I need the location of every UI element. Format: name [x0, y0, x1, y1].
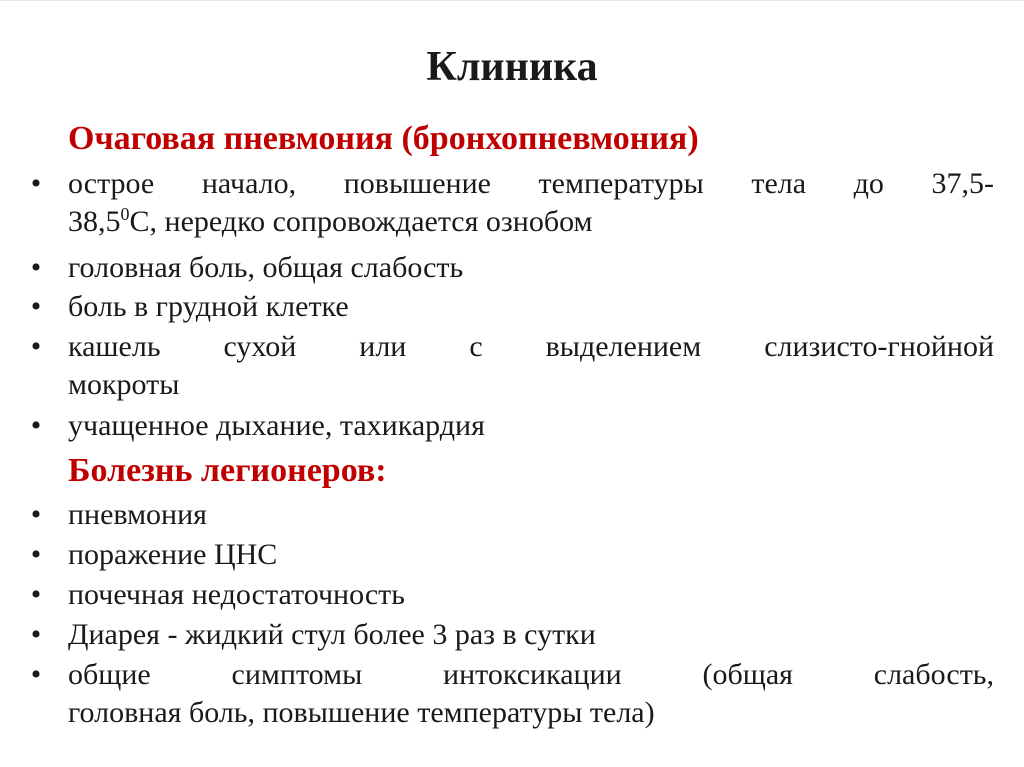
list-item	[30, 536, 994, 574]
list-item	[30, 407, 994, 445]
bullet-icon: •	[30, 330, 42, 363]
list-item-text: кашель сухой или с выделением слизисто-гнойной	[68, 330, 994, 363]
list-item-text: поражение ЦНС	[68, 538, 278, 571]
list-item-text-rest: С, нередко сопровождается ознобом	[129, 205, 593, 238]
bullet-icon: •	[30, 167, 42, 200]
list-item	[30, 165, 994, 241]
list-item	[30, 576, 994, 614]
temperature-value: 38,5	[68, 205, 121, 238]
list-item	[30, 288, 994, 326]
slide-title: Клиника	[426, 44, 598, 90]
bullet-icon: •	[30, 618, 42, 651]
bullet-icon: •	[30, 498, 42, 531]
list-item-text: Диарея - жидкий стул более 3 раз в сутки	[68, 618, 596, 651]
list-item	[30, 328, 994, 404]
list-item-text: общие симптомы интоксикации (общая слабость,	[68, 658, 994, 691]
degree-superscript: 0	[120, 204, 130, 224]
list-item	[30, 616, 994, 654]
list-item	[30, 249, 994, 287]
list-item-text: почечная недостаточность	[68, 578, 405, 611]
section-heading-legionnaires-disease: Болезнь легионеров:	[68, 452, 387, 489]
list-item-text: учащенное дыхание, тахикардия	[68, 409, 485, 442]
bullet-icon: •	[30, 251, 42, 284]
bullet-icon: •	[30, 290, 42, 323]
section-heading-focal-pneumonia: Очаговая пневмония (бронхопневмония)	[68, 120, 699, 157]
list-item-text: головная боль, общая слабость	[68, 251, 464, 284]
bullet-icon: •	[30, 578, 42, 611]
list-item	[30, 656, 994, 732]
list-item-text: острое начало, повышение температуры тела до 37,5-	[68, 167, 994, 200]
list-item-text-continuation	[68, 203, 994, 241]
list-item-text-continuation: головная боль, повышение температуры тела)	[68, 696, 655, 729]
bullet-icon: •	[30, 658, 42, 691]
list-item-text-continuation: мокроты	[68, 368, 180, 401]
bullet-icon: •	[30, 409, 42, 442]
list-item-text: боль в грудной клетке	[68, 290, 349, 323]
list-item	[30, 496, 994, 534]
bullet-icon: •	[30, 538, 42, 571]
list-item-text: пневмония	[68, 498, 207, 531]
